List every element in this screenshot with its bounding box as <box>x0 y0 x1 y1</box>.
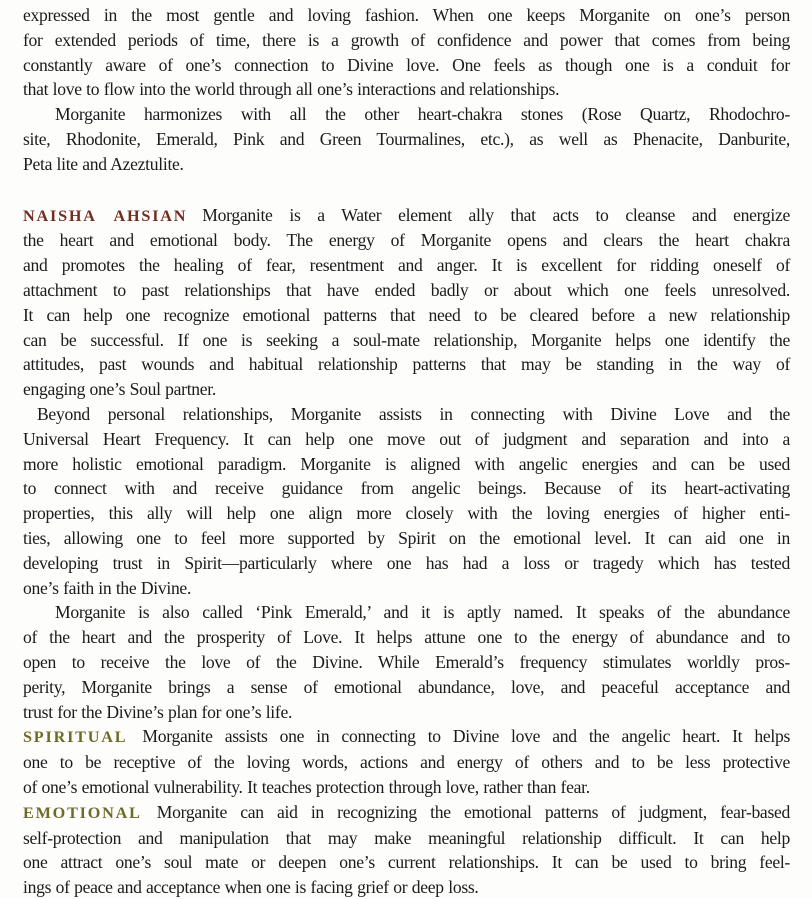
paragraph <box>23 402 790 600</box>
text-line: Morganite harmonizes with all the other heart-chakra stones (Rose Quartz, Rhodochro- <box>55 104 790 125</box>
text-line <box>23 724 790 750</box>
text-line: attachment to past relationships that have ended badly or about which one feels unresolved. <box>23 279 790 300</box>
text-line: constantly aware of one’s connection to Divine love. One feels as though one is a conduit for <box>23 54 790 75</box>
run-in-heading-spiritual: SPIRITUAL <box>23 728 128 747</box>
paragraph <box>23 800 790 899</box>
text-line: ings of peace and acceptance when one is facing grief or deep loss. <box>23 877 479 898</box>
text-line: for extended periods of time, there is a growth of confidence and power that comes from being <box>23 29 790 50</box>
text-line: engaging one’s Soul partner. <box>23 379 216 400</box>
text-line: trust for the Divine’s plan for one’s life. <box>23 701 293 722</box>
text-line <box>23 800 790 826</box>
text-line: self-protection and manipulation that may make meaningful relationship difficult. It can help <box>23 827 790 848</box>
text-line: that love to flow into the world through all one’s interactions and relationships. <box>23 79 560 100</box>
text-line: and promotes the healing of fear, resentment and anger. It is excellent for ridding oneself of <box>23 255 790 276</box>
text-line: Universal Heart Frequency. It can help one move out of judgment and separation and into a <box>23 428 790 449</box>
run-in-heading-naisha-ahsian: NAISHA AHSIAN <box>23 206 188 225</box>
text-line: to connect with and receive guidance from angelic beings. Because of its heart-activating <box>23 478 790 499</box>
paragraph <box>23 203 790 402</box>
run-in-heading-emotional: EMOTIONAL <box>23 803 142 822</box>
text-line: open to receive the love of the Divine. While Emerald’s frequency stimulates worldly pros- <box>23 651 790 672</box>
text-line: more holistic emotional paradigm. Morganite is aligned with angelic energies and can be used <box>23 453 790 474</box>
text-line: can be successful. If one is seeking a soul-mate relationship, Morganite helps one identify the <box>23 329 790 350</box>
text-line: one attract one’s soul mate or deepen one’s current relationships. It can be used to bring feel- <box>23 852 790 873</box>
text-line: Peta lite and Azeztulite. <box>23 153 184 174</box>
text-line: of one’s emotional vulnerability. It teaches protection through love, rather than fear. <box>23 776 590 797</box>
text-line <box>23 203 790 229</box>
text-line: attitudes, past wounds and habitual relationship patterns that may be standing in the way of <box>23 354 790 375</box>
paragraph <box>23 3 790 102</box>
text-line: developing trust in Spirit—particularly where one has had a loss or tragedy which has tested <box>23 552 790 573</box>
text-line: one’s faith in the Divine. <box>23 577 192 598</box>
text-line: site, Rhodonite, Emerald, Pink and Green Tourmalines, etc.), as well as Phenacite, Danburite, <box>23 128 790 149</box>
text-line: Morganite is also called ‘Pink Emerald,’ and it is aptly named. It speaks of the abundance <box>55 602 790 623</box>
text-line: ties, allowing one to feel more supported by Spirit on the emotional level. It can aid one in <box>23 527 790 548</box>
text-line: properties, this ally will help one align more closely with the loving energies of higher enti- <box>23 503 790 524</box>
text-line: It can help one recognize emotional patterns that need to be cleared before a new relationship <box>23 304 790 325</box>
line-text: Morganite can aid in recognizing the emotional patterns of judgment, fear-based <box>156 801 790 822</box>
text-line: expressed in the most gentle and loving fashion. When one keeps Morganite on one’s person <box>23 5 790 25</box>
line-text: Morganite assists one in connecting to Divine love and the angelic heart. It helps <box>142 726 790 747</box>
text-line: Beyond personal relationships, Morganite assists in connecting with Divine Love and the <box>37 403 790 424</box>
paragraph <box>23 102 790 176</box>
text-line: perity, Morganite brings a sense of emotional abundance, love, and peaceful acceptance and <box>23 676 790 697</box>
paragraph <box>23 724 790 799</box>
text-line: one to be receptive of the loving words, actions and energy of others and to be less protective <box>23 752 790 773</box>
text-line: the heart and emotional body. The energy of Morganite opens and clears the heart chakra <box>23 230 790 251</box>
line-text: Morganite is a Water element ally that acts to cleanse and energize <box>202 204 790 225</box>
paragraph <box>23 600 790 724</box>
text-line: of the heart and the prosperity of Love. It helps attune one to the energy of abundance and to <box>23 627 790 648</box>
